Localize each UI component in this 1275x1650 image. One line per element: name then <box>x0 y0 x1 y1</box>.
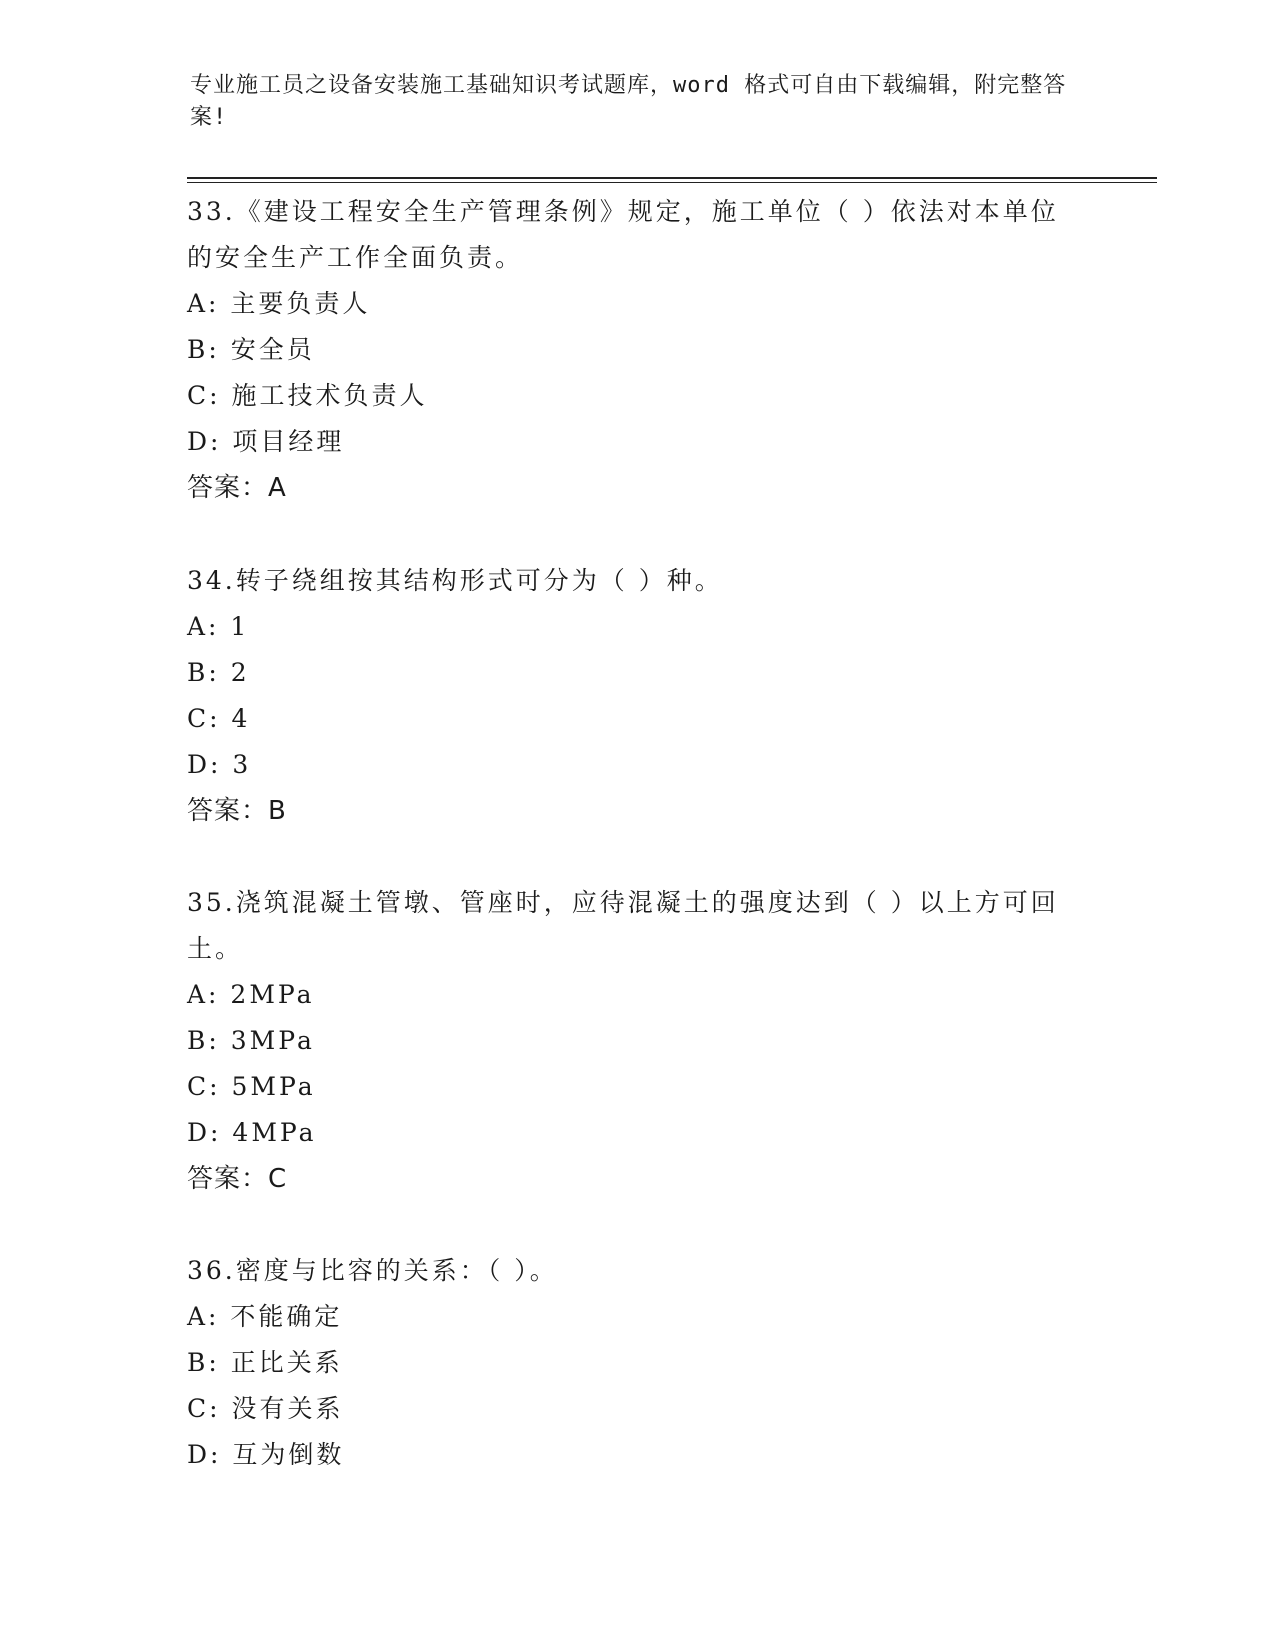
question-block <box>187 1248 1067 1478</box>
option-c: C: 施工技术负责人 <box>187 381 428 410</box>
question-stem: 33.《建设工程安全生产管理条例》规定，施工单位（ ）依法对本单位的安全生产工作全面负责。 <box>187 197 1059 272</box>
question-stem: 36.密度与比容的关系：（ ）。 <box>187 1256 558 1285</box>
option-c: C: 4 <box>187 704 251 733</box>
option-b: B: 正比关系 <box>187 1348 343 1377</box>
option-a: A: 不能确定 <box>187 1302 343 1331</box>
answer-line: 答案：A <box>187 473 287 503</box>
option-a: A: 2MPa <box>187 980 315 1009</box>
option-b: B: 3MPa <box>187 1026 315 1055</box>
option-d: D: 3 <box>187 750 252 779</box>
option-b: B: 安全员 <box>187 335 315 364</box>
document-header: 专业施工员之设备安装施工基础知识考试题库，word 格式可自由下载编辑，附完整答案! <box>190 73 1067 130</box>
header-divider-bottom <box>187 182 1157 183</box>
question-block <box>187 558 1067 834</box>
option-c: C: 5MPa <box>187 1072 316 1101</box>
header-divider-top <box>187 177 1157 179</box>
question-stem: 35.浇筑混凝土管墩、管座时，应待混凝土的强度达到（ ）以上方可回土。 <box>187 888 1059 963</box>
option-a: A: 1 <box>187 612 250 641</box>
option-b: B: 2 <box>187 658 250 687</box>
option-d: D: 互为倒数 <box>187 1440 345 1469</box>
question-block <box>187 880 1067 1202</box>
question-stem: 34.转子绕组按其结构形式可分为（ ）种。 <box>187 566 723 595</box>
question-block <box>187 189 1067 511</box>
option-d: D: 项目经理 <box>187 427 345 456</box>
option-d: D: 4MPa <box>187 1118 317 1147</box>
option-c: C: 没有关系 <box>187 1394 344 1423</box>
option-a: A: 主要负责人 <box>187 289 371 318</box>
answer-line: 答案：C <box>187 1164 288 1194</box>
answer-line: 答案：B <box>187 796 287 826</box>
